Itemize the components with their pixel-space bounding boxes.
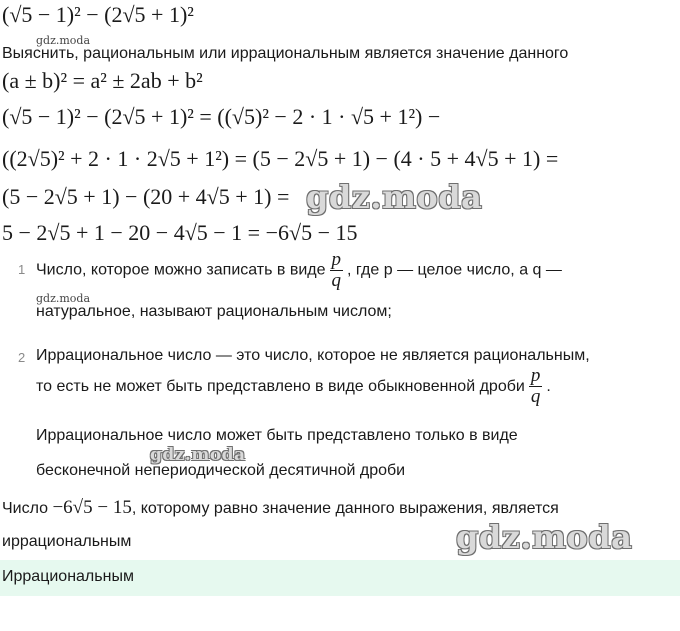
watermark-small-2: gdz.moda (36, 292, 91, 305)
watermark-large-1: gdz.moda (306, 178, 483, 216)
conclusion-line-1 (2, 497, 559, 519)
note-1-text-before: Число, которое можно записать в виде (36, 261, 326, 279)
note-2-line-1: Иррациональное число — это число, которое не является рациональным, (36, 347, 590, 364)
note-number-2: 2 (18, 350, 26, 365)
task-prompt: Выяснить, рациональным или иррациональным является значение данного (2, 45, 569, 62)
fraction-p-over-q (330, 250, 344, 291)
watermark-medium: gdz.moda (150, 445, 246, 465)
watermark-large-2: gdz.moda (456, 518, 633, 556)
note-2-line-2-text: то есть не может быть представлено в виде обыкновенной дроби (36, 378, 525, 395)
fraction-denominator: q (331, 270, 342, 291)
fraction-numerator-2: p (530, 365, 541, 387)
note-2-line-4: бесконечной непериодической десятичной дроби (36, 462, 406, 479)
note-number-1: 1 (18, 262, 26, 277)
task-expression (2, 2, 194, 28)
solution-line-1: (√5 − 1)² − (2√5 + 1)² = ((√5)² − 2 · 1 · √5 + 1²) − (2, 104, 441, 129)
fraction-denominator-2: q (530, 386, 541, 408)
formula-line: (a ± b)² = a² ± 2ab + b² (2, 68, 203, 93)
fraction-numerator: p (331, 249, 342, 270)
solution-line-2: ((2√5)² + 2 · 1 · 2√5 + 1²) = (5 − 2√5 + 1) − (4 · 5 + 4√5 + 1) = (2, 146, 559, 171)
answer-text: Иррациональным (2, 568, 134, 585)
note-2-line-2-end: . (546, 378, 551, 395)
fraction-p-over-q-2 (529, 366, 543, 407)
note-2-line-2 (36, 366, 551, 408)
note-1-text-after: , где p — целое число, а q — (347, 261, 562, 279)
note-1-line-2: натуральное, называют рациональным числом; (36, 303, 392, 320)
note-2-line-3: Иррациональное число может быть представлено только в виде (36, 427, 518, 444)
note-1-line-1 (36, 250, 562, 291)
answer-box (0, 560, 680, 596)
conclusion-end: , которому равно значение данного выражения, является (131, 500, 559, 517)
watermark-small-1: gdz.moda (36, 34, 91, 47)
task-expression-text: (√5 − 1)² − (2√5 + 1)² (2, 2, 194, 27)
solution-line-4: 5 − 2√5 + 1 − 20 − 4√5 − 1 = −6√5 − 15 (2, 220, 358, 245)
conclusion-start: Число (2, 500, 49, 517)
solution-line-3: (5 − 2√5 + 1) − (20 + 4√5 + 1) = (2, 184, 290, 209)
conclusion-line-2: иррациональным (2, 533, 132, 550)
conclusion-math: −6√5 − 15 (52, 497, 132, 518)
